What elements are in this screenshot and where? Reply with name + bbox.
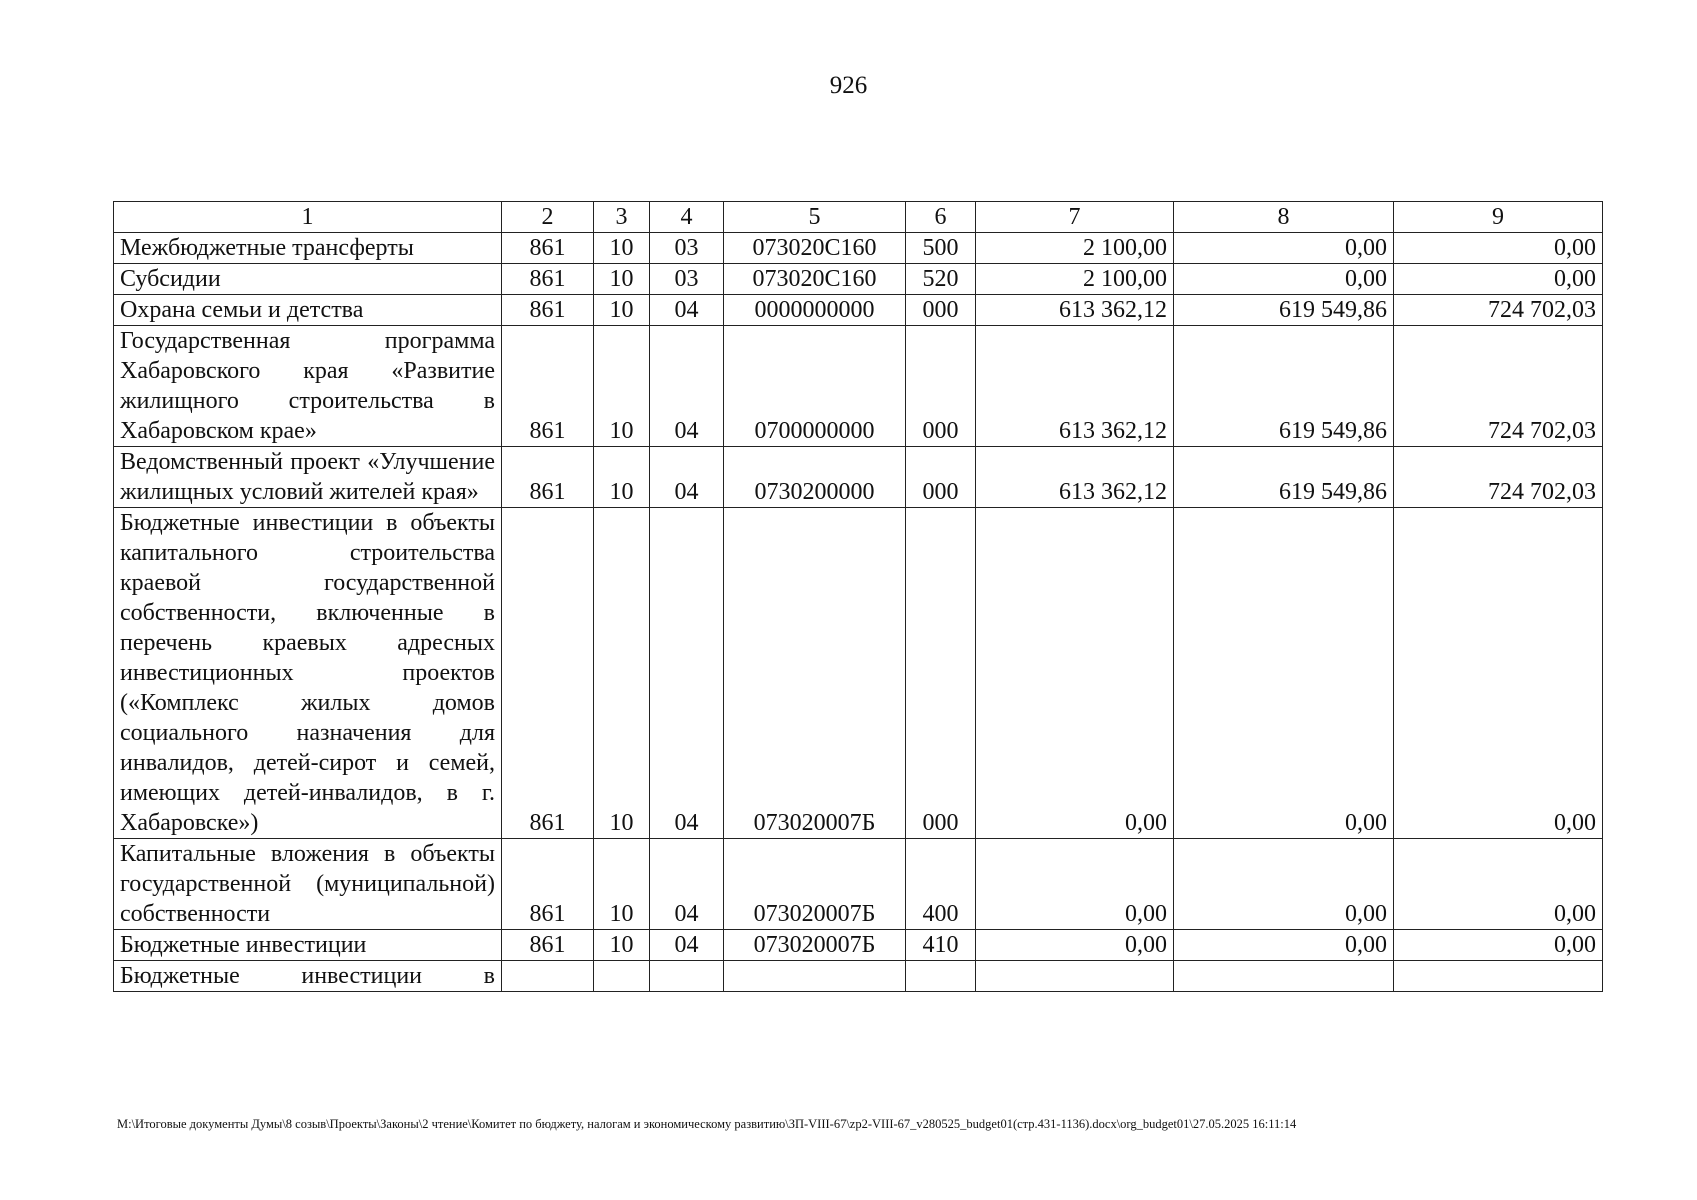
header-cell: 8 [1174,202,1394,233]
footer-file-path: M:\Итоговые документы Думы\8 созыв\Проекты\Законы\2 чтение\Комитет по бюджету, налогам и экономическому развитию\ЗП-VIII-67\zp2-VIII-67_v280525_budget01(стр.431-1136).docx\org_budget01\27.05.2025 16:11:14 [117,1117,1297,1131]
cell-col6: 000 [906,295,976,326]
header-cell: 7 [976,202,1174,233]
cell-col4: 04 [650,930,724,961]
header-cell: 1 [114,202,502,233]
cell-col6: 000 [906,508,976,839]
cell-col2: 861 [502,264,594,295]
cell-col4 [650,961,724,992]
cell-col6: 520 [906,264,976,295]
cell-col8: 619 549,86 [1174,326,1394,447]
cell-col4: 04 [650,839,724,930]
cell-col3: 10 [594,447,650,508]
header-cell: 6 [906,202,976,233]
cell-col2: 861 [502,233,594,264]
cell-col5: 0700000000 [724,326,906,447]
table-row [114,508,1603,839]
cell-col7: 613 362,12 [976,295,1174,326]
cell-col2: 861 [502,839,594,930]
row-name: Государственная программа Хабаровского края «Развитие жилищного строительства в Хабаровском крае» [114,326,502,447]
cell-col9: 724 702,03 [1394,326,1603,447]
row-name: Бюджетные инвестиции [114,930,502,961]
table-row [114,839,1603,930]
cell-col3: 10 [594,326,650,447]
cell-col9 [1394,961,1603,992]
cell-col3: 10 [594,930,650,961]
cell-col5: 073020007Б [724,508,906,839]
cell-col2: 861 [502,447,594,508]
cell-col8: 0,00 [1174,839,1394,930]
cell-col8 [1174,961,1394,992]
cell-col9: 724 702,03 [1394,447,1603,508]
cell-col5 [724,961,906,992]
header-cell: 5 [724,202,906,233]
cell-col9: 0,00 [1394,508,1603,839]
cell-col6: 410 [906,930,976,961]
row-name: Бюджетные инвестиции в [114,961,502,992]
cell-col3: 10 [594,233,650,264]
cell-col9: 724 702,03 [1394,295,1603,326]
cell-col8: 0,00 [1174,264,1394,295]
header-row [114,202,1603,233]
cell-col6: 500 [906,233,976,264]
row-name: Капитальные вложения в объекты государственной (муниципальной) собственности [114,839,502,930]
header-cell: 2 [502,202,594,233]
cell-col7: 0,00 [976,508,1174,839]
cell-col6: 000 [906,326,976,447]
cell-col7: 613 362,12 [976,447,1174,508]
table-row [114,961,1603,992]
cell-col4: 04 [650,508,724,839]
cell-col5: 073020007Б [724,930,906,961]
cell-col3: 10 [594,295,650,326]
cell-col6: 000 [906,447,976,508]
cell-col2: 861 [502,326,594,447]
cell-col9: 0,00 [1394,930,1603,961]
table-row [114,233,1603,264]
cell-col3: 10 [594,264,650,295]
cell-col3: 10 [594,839,650,930]
cell-col2: 861 [502,508,594,839]
header-cell: 4 [650,202,724,233]
cell-col5: 073020С160 [724,264,906,295]
table-row [114,295,1603,326]
cell-col8: 0,00 [1174,930,1394,961]
table-row [114,447,1603,508]
cell-col7: 613 362,12 [976,326,1174,447]
table-row [114,930,1603,961]
row-name: Бюджетные инвестиции в объекты капитального строительства краевой государственной собственности, включенные в перечень краевых адресных инвестиционных проектов («Комплекс жилых домов социального назначения для инвалидов, детей-сирот и семей, имеющих детей-инвалидов, в г. Хабаровске») [114,508,502,839]
cell-col7: 0,00 [976,839,1174,930]
cell-col7: 2 100,00 [976,233,1174,264]
row-name: Субсидии [114,264,502,295]
cell-col2: 861 [502,930,594,961]
cell-col9: 0,00 [1394,233,1603,264]
cell-col9: 0,00 [1394,839,1603,930]
cell-col7: 2 100,00 [976,264,1174,295]
row-name: Охрана семьи и детства [114,295,502,326]
page-number: 926 [829,72,868,99]
cell-col5: 0730200000 [724,447,906,508]
cell-col3 [594,961,650,992]
cell-col2 [502,961,594,992]
cell-col8: 619 549,86 [1174,447,1394,508]
table-row [114,264,1603,295]
header-cell: 9 [1394,202,1603,233]
cell-col5: 0000000000 [724,295,906,326]
cell-col7: 0,00 [976,930,1174,961]
cell-col4: 03 [650,233,724,264]
cell-col2: 861 [502,295,594,326]
cell-col4: 04 [650,326,724,447]
cell-col8: 0,00 [1174,508,1394,839]
cell-col5: 073020007Б [724,839,906,930]
row-name: Межбюджетные трансферты [114,233,502,264]
cell-col4: 04 [650,295,724,326]
cell-col4: 03 [650,264,724,295]
cell-col5: 073020С160 [724,233,906,264]
cell-col8: 619 549,86 [1174,295,1394,326]
cell-col6: 400 [906,839,976,930]
header-cell: 3 [594,202,650,233]
row-name: Ведомственный проект «Улучшение жилищных условий жителей края» [114,447,502,508]
budget-table [113,201,1603,992]
table-row [114,326,1603,447]
cell-col7 [976,961,1174,992]
cell-col9: 0,00 [1394,264,1603,295]
cell-col8: 0,00 [1174,233,1394,264]
cell-col6 [906,961,976,992]
cell-col4: 04 [650,447,724,508]
cell-col3: 10 [594,508,650,839]
